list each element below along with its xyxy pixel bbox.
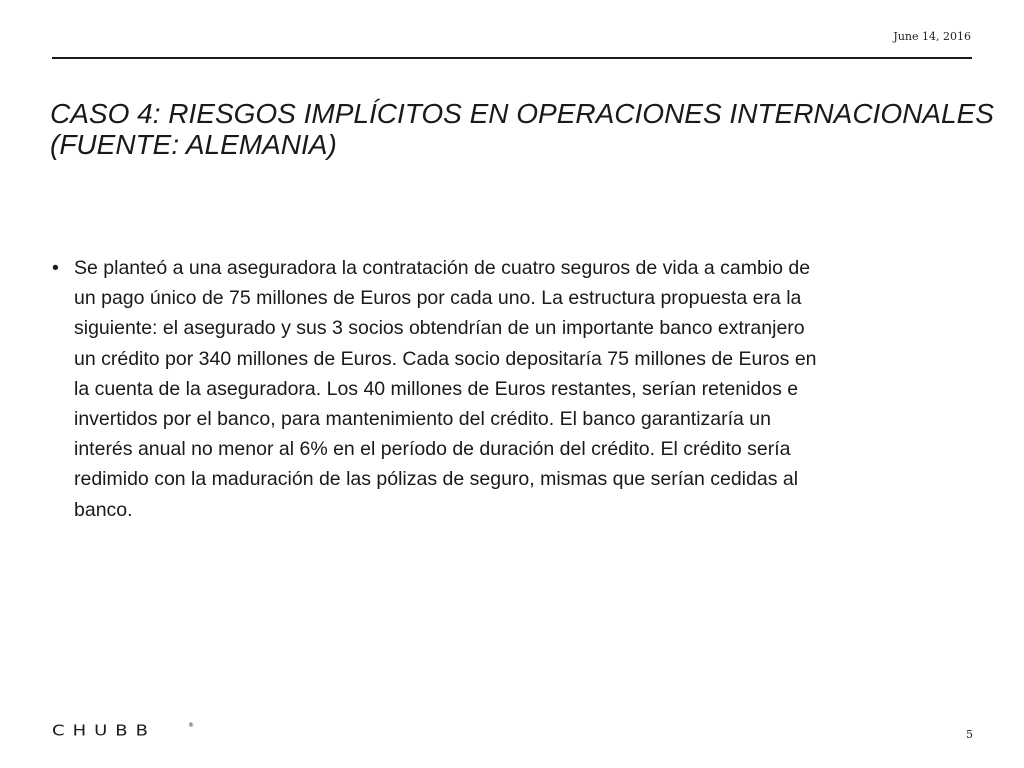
slide-title-line: CASO 4: RIESGOS IMPLÍCITOS EN OPERACIONES INTERNACIONALES bbox=[50, 98, 994, 129]
bullet-text-line: redimido con la maduración de las pólizas de seguro, mismas que serían cedidas al bbox=[74, 468, 799, 491]
bullet-text-line: Se planteó a una aseguradora la contratación de cuatro seguros de vida a cambio de bbox=[74, 257, 811, 279]
page-number: 5 bbox=[966, 728, 973, 741]
bullet-text-line: invertidos por el banco, para mantenimiento del crédito. El banco garantizaría un bbox=[74, 408, 771, 431]
bullet-text-line: siguiente: el asegurado y sus 3 socios obtendrían de un importante banco extranjero bbox=[74, 317, 805, 340]
bullet-text-line: un pago único de 75 millones de Euros por cada uno. La estructura propuesta era la bbox=[74, 287, 802, 310]
registered-mark: ® bbox=[188, 722, 194, 729]
slide-date: June 14, 2016 bbox=[893, 30, 971, 43]
bullet-text-line: un crédito por 340 millones de Euros. Cada socio depositaría 75 millones de Euros en bbox=[74, 347, 817, 370]
bullet-text-line: la cuenta de la aseguradora. Los 40 millones de Euros restantes, serían retenidos e bbox=[74, 377, 799, 400]
chubb-logo: CHUBB bbox=[52, 722, 156, 740]
bullet-item bbox=[52, 253, 967, 525]
bullet-text bbox=[74, 253, 817, 525]
slide-title bbox=[50, 98, 994, 160]
header-divider bbox=[52, 57, 972, 59]
slide-title-line: (FUENTE: ALEMANIA) bbox=[50, 129, 337, 160]
bullet-text-line: banco. bbox=[74, 498, 133, 521]
bullet-icon: • bbox=[52, 257, 59, 279]
bullet-list bbox=[52, 253, 967, 525]
bullet-text-line: interés anual no menor al 6% en el período de duración del crédito. El crédito sería bbox=[74, 438, 791, 461]
